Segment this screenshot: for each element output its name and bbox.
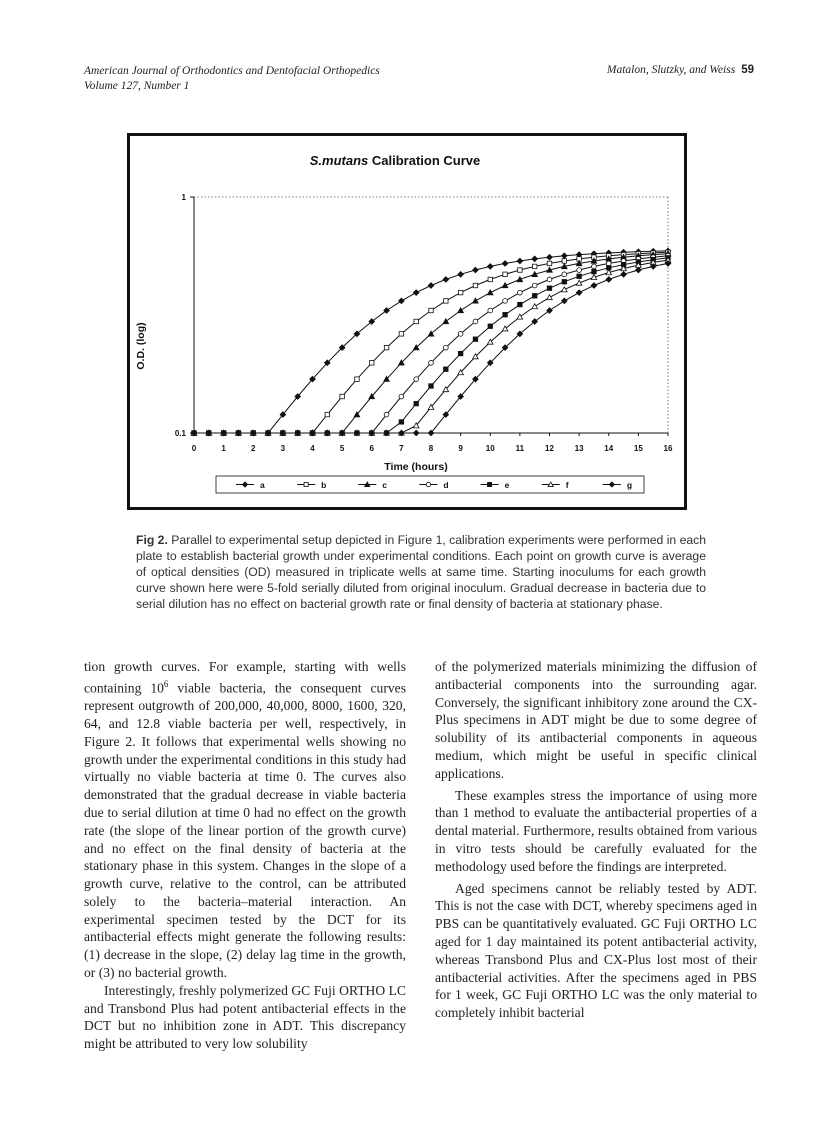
data-point <box>429 308 433 312</box>
x-tick-label: 0 <box>191 444 197 453</box>
x-tick-label: 2 <box>251 444 256 453</box>
data-point <box>458 272 464 278</box>
data-point <box>458 331 463 336</box>
data-point <box>413 430 419 436</box>
data-point <box>576 290 582 296</box>
data-point <box>384 345 388 349</box>
data-point <box>399 420 403 424</box>
data-point <box>532 264 536 268</box>
data-point <box>518 302 522 306</box>
data-point <box>562 298 568 304</box>
data-point <box>532 256 538 262</box>
data-point <box>429 360 434 365</box>
paragraph <box>84 658 406 982</box>
data-point <box>592 269 596 273</box>
paragraph-text: tion growth curves. For example, starting with wells containing 10 <box>84 659 406 696</box>
data-point <box>488 308 493 313</box>
figure-caption <box>136 532 706 612</box>
data-point <box>562 280 566 284</box>
data-point <box>370 361 374 365</box>
data-point <box>458 351 462 355</box>
x-tick-label: 9 <box>458 444 463 453</box>
data-point <box>429 384 433 388</box>
data-point <box>547 277 552 282</box>
data-point <box>636 267 642 273</box>
data-point <box>444 299 448 303</box>
running-header-right <box>607 64 754 76</box>
data-point <box>592 264 597 269</box>
x-tick-label: 7 <box>399 444 404 453</box>
journal-volume: Volume 127, Number 1 <box>84 80 190 92</box>
data-point <box>473 319 478 324</box>
page-number: 59 <box>741 64 754 76</box>
caption-label: Fig 2. <box>136 533 168 547</box>
legend-label-e: e <box>504 480 510 490</box>
x-tick-label: 5 <box>339 444 345 453</box>
data-point <box>518 268 522 272</box>
data-point <box>473 298 479 303</box>
data-point <box>577 268 582 273</box>
x-tick-label: 14 <box>604 444 614 453</box>
data-point <box>426 482 430 486</box>
body-column-right <box>435 658 757 1022</box>
data-point <box>532 304 538 309</box>
figure-2 <box>127 133 687 510</box>
legend-label-g: g <box>626 480 633 490</box>
data-point <box>502 261 508 267</box>
data-point <box>487 264 493 270</box>
data-point <box>503 272 507 276</box>
data-point <box>517 314 523 319</box>
x-axis-label: Time (hours) <box>384 461 448 473</box>
journal-name: American Journal of Orthodontics and Dentofacial Orthopedics <box>84 65 380 77</box>
legend-label-d: d <box>443 480 449 490</box>
chart-title <box>310 153 480 168</box>
y-tick-label: 0.1 <box>174 429 186 438</box>
data-point <box>562 272 567 277</box>
paragraph: Interestingly, freshly polymerized GC Fuji ORTHO LC and Transbond Plus had potent antibacterial effects in the DCT but no inhibition zone in ADT. This discrepancy might be attributed to very low solubility <box>84 982 406 1052</box>
data-point <box>577 274 581 278</box>
body-column-left <box>84 658 406 1053</box>
x-tick-label: 4 <box>310 444 315 453</box>
x-tick-label: 6 <box>369 444 374 453</box>
growth-curve-chart <box>130 136 684 507</box>
data-point <box>503 299 508 304</box>
data-point <box>487 290 493 295</box>
data-point <box>414 401 418 405</box>
data-point <box>532 283 537 288</box>
data-point <box>591 283 597 289</box>
paragraph: These examples stress the importance of using more than 1 method to evaluate the antibacterial properties of a dental material. Furthermore, results obtained from various in vitro tests should be carefully evaluated for the methodology used before the findings are interpreted. <box>435 787 757 874</box>
chart-title-italic: S.mutans <box>309 153 369 168</box>
legend-label-c: c <box>382 480 388 490</box>
data-point <box>413 290 419 296</box>
data-point <box>547 286 551 290</box>
data-point <box>488 277 492 281</box>
superscript: 6 <box>163 678 169 689</box>
data-point <box>458 290 462 294</box>
data-point <box>473 337 477 341</box>
data-point <box>443 277 449 283</box>
data-point <box>621 272 627 278</box>
data-point <box>562 259 566 263</box>
legend <box>216 476 644 493</box>
caption-text: Parallel to experimental setup depicted in Figure 1, calibration experiments were performed in each plate to establish bacterial growth under experimental conditions. Each point on growth curve is average of optical densities (OD) measured in triplicate wells at same time. Starting inoculums for each growth curve shown here were 5-fold serially diluted from original inoculum. Gradual decrease in bacteria due to serial dilution has no effect on bacterial growth rate or final density of bacteria at stationary phase. <box>136 533 707 611</box>
legend-label-f: f <box>565 480 569 490</box>
data-point <box>473 267 479 273</box>
x-tick-label: 1 <box>221 444 226 453</box>
data-point <box>428 283 434 289</box>
y-axis-label: O.D. (log) <box>135 322 147 370</box>
authors: Matalon, Slutzky, and Weiss <box>606 64 736 76</box>
data-point <box>606 277 612 283</box>
data-point <box>414 377 419 382</box>
data-point <box>487 482 491 486</box>
data-point <box>547 295 553 300</box>
data-point <box>399 298 405 304</box>
data-point <box>517 290 522 295</box>
data-point <box>606 261 611 266</box>
data-point <box>562 287 568 292</box>
x-tick-label: 10 <box>485 444 495 453</box>
data-point <box>503 312 507 316</box>
data-point <box>443 319 449 324</box>
data-point <box>547 261 551 265</box>
x-tick-label: 12 <box>545 444 554 453</box>
x-tick-label: 13 <box>574 444 584 453</box>
chart-title-rest: Calibration Curve <box>368 153 481 168</box>
x-tick-label: 11 <box>515 444 525 453</box>
data-point <box>547 254 553 260</box>
data-point <box>532 294 536 298</box>
data-point <box>562 253 568 259</box>
data-point <box>384 412 389 417</box>
paragraph: of the polymerized materials minimizing the diffusion of antibacterial components into the surrounding agar. Conversely, the significant inhibitory zone around the CX-Plus specimens in ADT might be due to some degree of solubility of its antibacterial components in aqueous medium, which might be useful in specific clinical applications. <box>435 659 757 781</box>
data-point <box>399 394 404 399</box>
data-point <box>399 332 403 336</box>
running-header-left <box>84 64 380 94</box>
data-point <box>304 482 308 486</box>
data-point <box>340 394 344 398</box>
data-point <box>355 377 359 381</box>
data-point <box>414 319 418 323</box>
x-tick-label: 8 <box>428 444 434 453</box>
x-tick-label: 16 <box>663 444 673 453</box>
paragraph: Aged specimens cannot be reliably tested by ADT. This is not the case with DCT, whereby specimens aged in PBS can be quantitatively evaluated. GC Fuji ORTHO LC aged for 1 day maintained its potent antibacterial activity, whereas Transbond Plus and CX-Plus lost most of their antibacterial activities. After the specimens aged in PBS for 1 week, GC Fuji ORTHO LC was the only material to completely inhibit bacterial <box>435 880 757 1021</box>
data-point <box>473 283 477 287</box>
x-tick-label: 3 <box>280 444 286 453</box>
paragraph-text: viable bacteria, the consequent curves represent outgrowth of 200,000, 40,000, 8000, 1600, 320, 64, and 12.8 viable bacteria per well, respectively, in Figure 2. It follows that experimental wells showing no growth under the experimental conditions in this study had virtually no viable bacteria at time 0. The curves also demonstrated that the gradual decrease in viable bacteria due to serial dilution at time 0 had no effect on the growth rate (the slope of the linear portion of the growth curve) and no effect on the final density of bacteria at the stationary phase in this system. Changes in the slope of a growth curve, relative to the control, can be attributed solely to the bacteria–material interaction. An experimental specimen tested by the DCT for its antibacterial effects might generate the following results: (1) decrease in the slope, (2) delay lag time in the growth, or (3) no bacterial growth. <box>84 680 406 981</box>
data-point <box>443 345 448 350</box>
data-point <box>325 412 329 416</box>
legend-label-a: a <box>260 480 265 490</box>
data-point <box>488 324 492 328</box>
data-point <box>458 308 464 313</box>
data-point <box>517 258 523 264</box>
x-tick-label: 15 <box>633 444 643 453</box>
legend-label-b: b <box>321 480 327 490</box>
y-tick-label: 1 <box>181 193 186 202</box>
plot-area <box>175 193 673 453</box>
data-point <box>444 367 448 371</box>
